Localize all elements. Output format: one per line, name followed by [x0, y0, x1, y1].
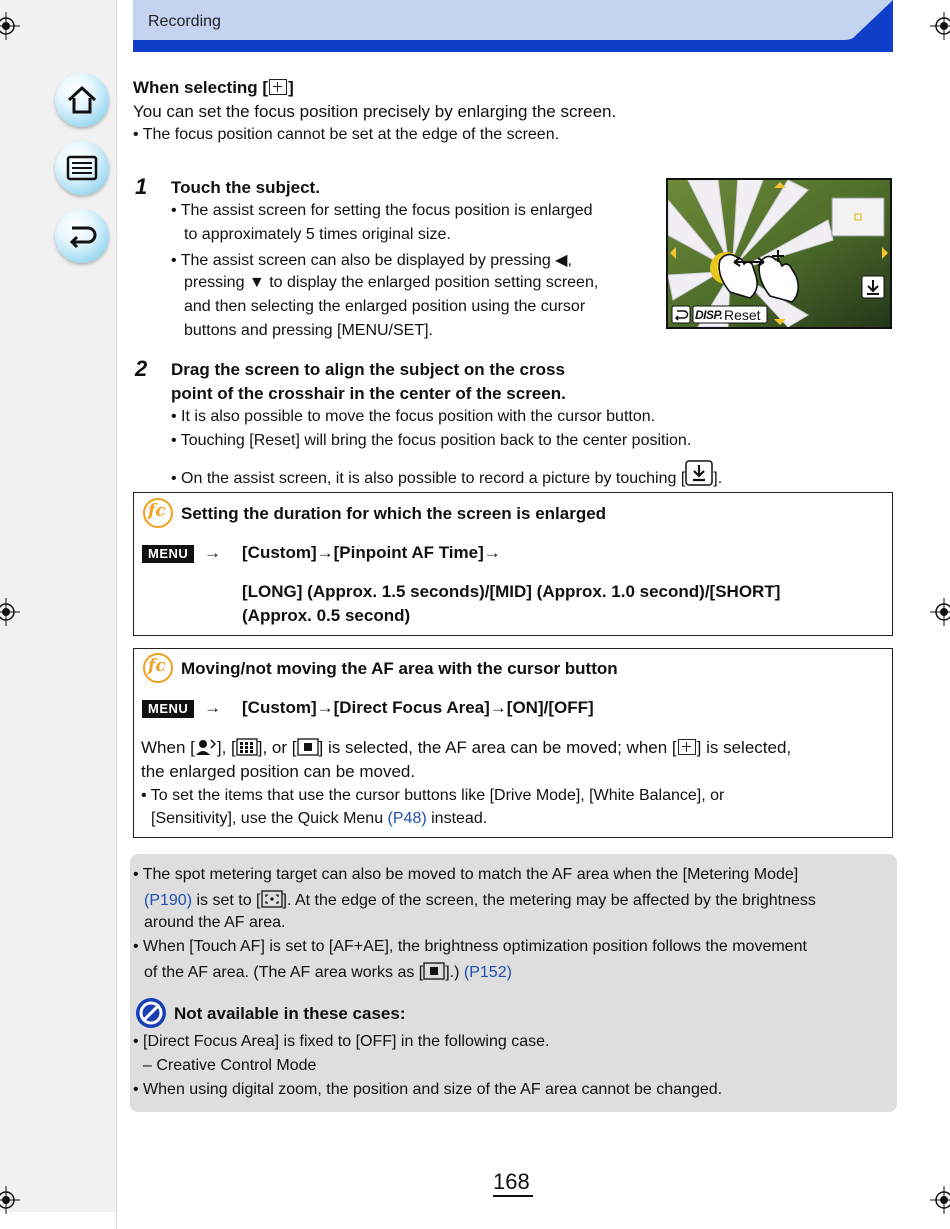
custom-setting-box [133, 648, 893, 838]
menu-button[interactable] [55, 141, 109, 195]
multi-area-icon [236, 738, 258, 756]
disp-label: DISP. [695, 308, 723, 322]
not-available-icon [135, 997, 167, 1029]
flower-photo [668, 180, 890, 327]
single-area-icon [297, 738, 319, 756]
note-subitem: – Creative Control Mode [143, 1057, 317, 1074]
menu-badge: MENU [142, 545, 194, 563]
step-title: Drag the screen to align the subject on the cross [171, 360, 565, 379]
registration-mark-icon [0, 598, 20, 626]
custom-function-icon: fc [143, 653, 173, 683]
spot-metering-icon [261, 890, 283, 908]
back-button[interactable] [55, 209, 109, 263]
return-icon [64, 218, 100, 254]
registration-mark-icon [930, 1186, 950, 1214]
home-button[interactable] [55, 73, 109, 127]
bullet: • Touching [Reset] will bring the focus position back to the center position. [171, 432, 692, 449]
section-title: Recording [148, 13, 221, 30]
registration-mark-icon [0, 12, 20, 40]
menu-path: [Custom]→[Pinpoint AF Time]→ [242, 543, 501, 562]
page-header [133, 0, 893, 52]
home-icon [64, 82, 100, 118]
single-area-icon [423, 962, 445, 980]
step-number: 1 [135, 174, 148, 199]
pinpoint-af-icon [269, 79, 287, 95]
menu-badge: MENU [142, 700, 194, 718]
paragraph: When [ ], [ ], or [ ] is selected, the AF area can be moved; when [ ] is selected, [141, 738, 792, 757]
bullet: • To set the items that use the cursor buttons like [Drive Mode], [White Balance], or [141, 787, 725, 804]
bullet-continuation: and then selecting the enlarged position using the cursor [184, 298, 586, 315]
bullet: • It is also possible to move the focus position with the cursor button. [171, 408, 656, 425]
registration-mark-icon [930, 12, 950, 40]
page-link[interactable]: (P48) [387, 810, 427, 827]
note-bullet: • When [Touch AF] is set to [AF+AE], the brightness optimization position follows the movement [133, 938, 807, 955]
custom-function-icon: fc [143, 498, 173, 528]
not-available-title: Not available in these cases: [174, 1004, 406, 1023]
pinpoint-af-icon [678, 739, 696, 755]
subheading: When selecting [ ] [133, 78, 294, 97]
bullet-continuation: to approximately 5 times original size. [184, 226, 451, 243]
reset-button[interactable]: Reset [724, 307, 761, 323]
note-continuation: around the AF area. [144, 914, 286, 931]
step-title-continuation: point of the crosshair in the center of the screen. [171, 384, 566, 403]
box-title: Moving/not moving the AF area with the cursor button [181, 659, 618, 678]
header-banner [133, 0, 893, 52]
bullet: • The assist screen for setting the focus position is enlarged [171, 202, 593, 219]
page-link[interactable]: (P152) [463, 964, 512, 981]
note-bullet: • The spot metering target can also be moved to match the AF area when the [Metering Mode] [133, 866, 799, 883]
camera-screen-illustration [666, 178, 892, 329]
description: You can set the focus position precisely by enlarging the screen. [133, 102, 617, 121]
step-number: 2 [135, 356, 148, 381]
shutter-download-icon [685, 460, 713, 486]
bullet-continuation: [Sensitivity], use the Quick Menu (P48) instead. [151, 810, 488, 827]
bullet: • The focus position cannot be set at the edge of the screen. [133, 126, 560, 143]
note-continuation: of the AF area. (The AF area works as [ ].) (P152) [144, 964, 512, 981]
registration-mark-icon [930, 598, 950, 626]
menu-list-icon [64, 150, 100, 186]
bullet: • The assist screen can also be displayed by pressing ◀, [171, 252, 572, 269]
page-link[interactable]: (P190) [144, 892, 193, 909]
note-bullet: • When using digital zoom, the position and size of the AF area cannot be changed. [133, 1081, 723, 1098]
registration-mark-icon [0, 1186, 20, 1214]
sidebar-bottom [0, 1212, 116, 1229]
note-bullet: • [Direct Focus Area] is fixed to [OFF] in the following case. [133, 1033, 550, 1050]
note-continuation: (P190) is set to [ ]. At the edge of the screen, the metering may be affected by the brightness [144, 892, 816, 909]
face-detection-icon [195, 738, 217, 756]
menu-options: [LONG] (Approx. 1.5 seconds)/[MID] (Approx. 1.0 second)/[SHORT] [242, 582, 781, 601]
arrow: → [204, 543, 221, 562]
page-number-underline [493, 1195, 533, 1197]
bullet: • On the assist screen, it is also possible to record a picture by touching [ ]. [171, 460, 722, 488]
paragraph-continuation: the enlarged position can be moved. [141, 762, 416, 781]
bullet-continuation: buttons and pressing [MENU/SET]. [184, 322, 433, 339]
menu-options-continuation: (Approx. 0.5 second) [242, 606, 411, 625]
custom-setting-box [133, 492, 893, 636]
sidebar-divider [116, 0, 117, 1229]
page-number: 168 [493, 1169, 530, 1194]
box-title: Setting the duration for which the screen is enlarged [181, 504, 607, 523]
step-title: Touch the subject. [171, 178, 320, 197]
menu-path: [Custom]→[Direct Focus Area]→[ON]/[OFF] [242, 698, 594, 717]
bullet-continuation: pressing ▼ to display the enlarged position setting screen, [184, 274, 599, 291]
arrow: → [204, 698, 221, 717]
